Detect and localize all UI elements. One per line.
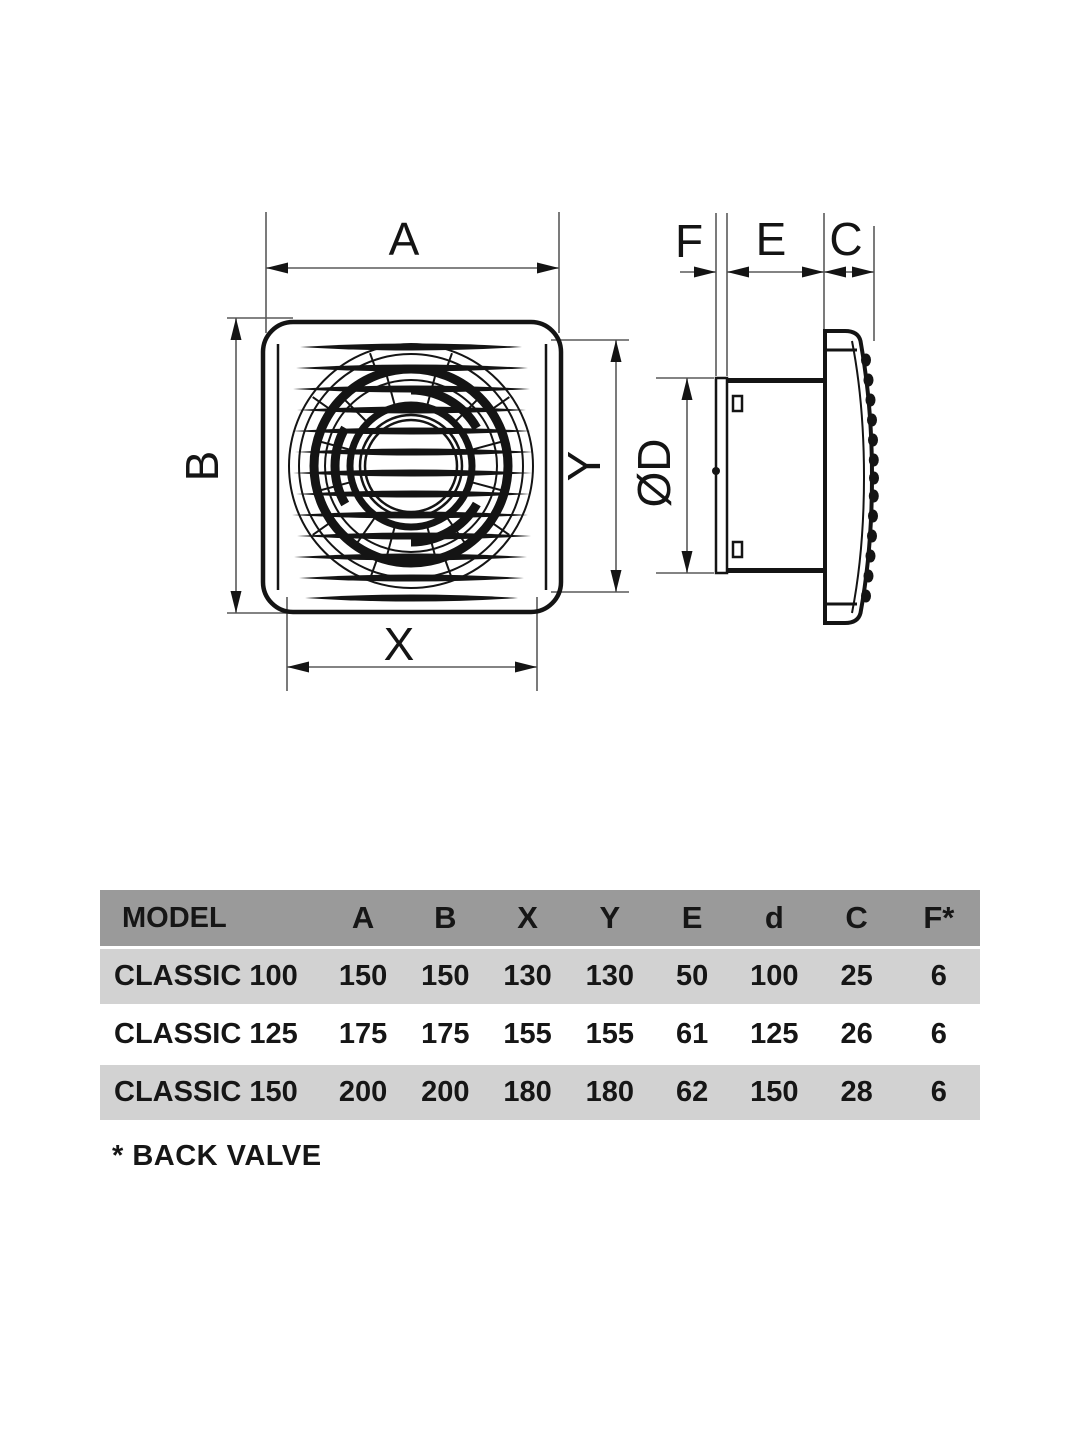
table-row xyxy=(100,1064,980,1121)
dimension-c xyxy=(824,213,874,341)
column-header-f: F* xyxy=(923,900,955,935)
value-cell: 130 xyxy=(585,960,635,992)
dimension-a xyxy=(266,212,559,333)
label-c: C xyxy=(829,213,863,265)
label-f: F xyxy=(674,215,704,267)
label-b: B xyxy=(176,450,228,482)
model-cell: CLASSIC 100 xyxy=(114,960,298,992)
dimension-e xyxy=(727,213,824,329)
column-header-c: C xyxy=(845,900,868,935)
dimensions-table-head xyxy=(100,890,980,948)
dimension-b xyxy=(176,318,293,613)
dimension-f xyxy=(675,213,727,376)
value-cell: 125 xyxy=(750,1018,799,1050)
dimensions-table-header-row xyxy=(100,890,980,948)
value-cell: 6 xyxy=(930,1018,947,1050)
value-cell: 6 xyxy=(930,960,947,992)
column-header-d: d xyxy=(764,900,784,935)
table-row xyxy=(100,948,980,1006)
value-cell: 100 xyxy=(750,960,799,992)
label-a: A xyxy=(388,213,420,265)
front-view-drawing xyxy=(263,322,561,612)
dimensions-table xyxy=(100,890,980,1120)
column-header-a: A xyxy=(351,900,375,935)
column-header-e: E xyxy=(681,900,703,935)
column-header-model: MODEL xyxy=(122,901,227,934)
value-cell: 50 xyxy=(675,960,709,992)
column-header-y: Y xyxy=(599,900,621,935)
dimension-diameter xyxy=(628,378,714,573)
value-cell: 180 xyxy=(503,1076,552,1108)
value-cell: 25 xyxy=(840,960,873,992)
column-header-x: X xyxy=(517,900,538,935)
table-row xyxy=(100,1006,980,1064)
value-cell: 155 xyxy=(585,1018,635,1050)
model-cell: CLASSIC 125 xyxy=(114,1018,298,1050)
value-cell: 175 xyxy=(338,1018,388,1050)
footnote: * BACK VALVE xyxy=(112,1140,322,1172)
label-diameter: ØD xyxy=(628,438,680,508)
value-cell: 175 xyxy=(421,1018,470,1050)
value-cell: 61 xyxy=(675,1018,709,1050)
value-cell: 150 xyxy=(750,1076,799,1108)
label-x: X xyxy=(383,618,415,670)
dimensions-table-body xyxy=(100,948,980,1121)
value-cell: 155 xyxy=(503,1018,552,1050)
value-cell: 62 xyxy=(675,1076,709,1108)
value-cell: 180 xyxy=(585,1076,635,1108)
value-cell: 130 xyxy=(503,960,552,992)
value-cell: 200 xyxy=(338,1076,388,1108)
value-cell: 26 xyxy=(840,1018,873,1050)
label-e: E xyxy=(755,213,787,265)
side-view-drawing xyxy=(712,331,879,623)
value-cell: 150 xyxy=(421,960,470,992)
column-header-b: B xyxy=(434,900,457,935)
model-cell: CLASSIC 150 xyxy=(114,1076,298,1108)
value-cell: 28 xyxy=(840,1076,873,1108)
label-y: Y xyxy=(558,450,610,482)
value-cell: 200 xyxy=(421,1076,470,1108)
value-cell: 6 xyxy=(930,1076,947,1108)
value-cell: 150 xyxy=(338,960,388,992)
